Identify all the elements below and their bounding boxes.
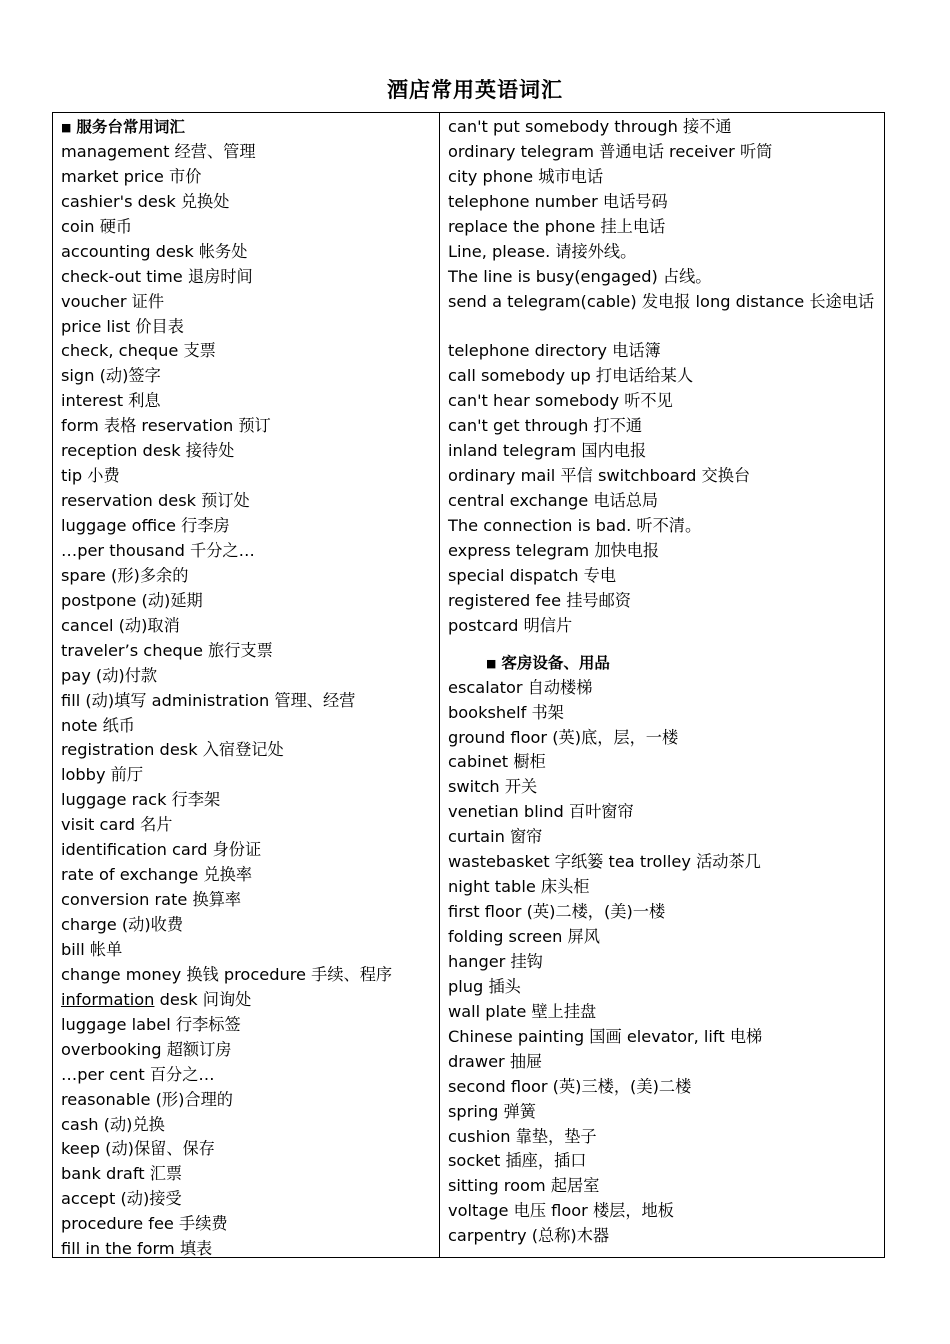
vocab-entry: check-out time 退房时间 [61, 266, 253, 286]
vocab-entry: can't hear somebody 听不见 [448, 391, 673, 411]
vocab-entry: Chinese painting 国画 elevator, lift 电梯 [448, 1026, 763, 1046]
vocab-entry: reasonable (形)合理的 [61, 1089, 233, 1109]
vocab-entry: Line, please. 请接外线。 [448, 241, 637, 261]
page-title: 酒店常用英语词汇 [387, 77, 563, 102]
vocab-entry: bookshelf 书架 [448, 702, 564, 722]
vocab-entry: accept (动)接受 [61, 1189, 182, 1209]
vocab-entry: luggage label 行李标签 [61, 1014, 241, 1034]
vocab-entry: interest 利息 [61, 391, 161, 411]
vocab-entry: second floor (英)三楼，(美)二楼 [448, 1076, 692, 1096]
vocab-entry: postcard 明信片 [448, 615, 573, 635]
vocab-entry: registration desk 入宿登记处 [61, 740, 284, 760]
vocab-entry-wrapped: send a telegram(cable) 发电报 long distance 长途电话 [448, 291, 875, 311]
vocab-entry: special dispatch 专电 [448, 565, 617, 585]
vocab-entry: luggage office 行李房 [61, 516, 230, 535]
vocab-entry: telephone directory 电话簿 [448, 341, 661, 361]
vocab-entry: postpone (动)延期 [61, 590, 203, 610]
vocab-entry: note 纸币 [61, 715, 135, 735]
section-heading-text: 客房设备、用品 [501, 653, 610, 672]
vocab-entry: central exchange 电话总局 [448, 491, 659, 511]
underlined-word: information [61, 989, 155, 1009]
vocab-entry: fill (动)填写 administration 管理、经营 [61, 690, 356, 710]
vocab-entry: bill 帐单 [61, 939, 123, 959]
vocab-entry: price list 价目表 [61, 316, 184, 336]
section-heading-room-equipment [448, 651, 876, 676]
vocab-entry: …per cent 百分之… [61, 1064, 215, 1084]
vocab-entry: traveler’s cheque 旅行支票 [61, 640, 273, 660]
vocab-entry: cancel (动)取消 [61, 615, 180, 635]
vocab-entry: plug 插头 [448, 976, 521, 996]
vocab-entry: drawer 抽屉 [448, 1051, 543, 1071]
vocab-entry: socket 插座，插口 [448, 1151, 587, 1171]
vocab-entry: voltage 电压 floor 楼层，地板 [448, 1201, 674, 1221]
vocab-entry: …per thousand 千分之… [61, 540, 255, 560]
vocab-entry: charge (动)收费 [61, 915, 184, 934]
vocab-entry: can't put somebody through 接不通 [448, 117, 732, 136]
vocab-entry: replace the phone 挂上电话 [448, 216, 666, 236]
vocab-entry: procedure fee 手续费 [61, 1214, 228, 1234]
vocab-entry: fill in the form 填表 [61, 1239, 213, 1259]
vocab-entry: cash (动)兑换 [61, 1114, 165, 1134]
vocab-entry: can't get through 打不通 [448, 416, 643, 436]
vocab-entry: lobby 前厅 [61, 765, 144, 785]
vocab-entry: cabinet 橱柜 [448, 752, 546, 772]
vocab-entry: visit card 名片 [61, 815, 173, 835]
vocab-entry: ground floor (英)底，层，一楼 [448, 727, 679, 747]
vocab-entry: change money 换钱 procedure 手续、程序 [61, 964, 393, 984]
vocab-entry: switch 开关 [448, 777, 538, 797]
section-heading-text: 服务台常用词汇 [76, 118, 185, 136]
vocab-entry: pay (动)付款 [61, 665, 158, 685]
vocab-entry: voucher 证件 [61, 291, 165, 311]
vocab-entry: hanger 挂钩 [448, 951, 543, 971]
vocab-entry: spring 弹簧 [448, 1101, 536, 1121]
vocab-entry: rate of exchange 兑换率 [61, 865, 253, 885]
vocab-entry: check, cheque 支票 [61, 341, 216, 361]
vocab-entry: The connection is bad. 听不清。 [448, 516, 702, 536]
vocab-entry: sitting room 起居室 [448, 1176, 600, 1196]
telephone-and-room-column [440, 113, 884, 1257]
vocab-entry: night table 床头柜 [448, 877, 590, 897]
vocab-entry: form 表格 reservation 预订 [61, 416, 271, 436]
vocab-entry: inland telegram 国内电报 [448, 441, 647, 461]
vocab-entry: curtain 窗帘 [448, 827, 543, 847]
vocab-entry: cashier's desk 兑换处 [61, 191, 230, 211]
square-bullet-icon: ■ [61, 121, 72, 134]
vocab-entry: sign (动)签字 [61, 366, 161, 386]
vocab-entry: carpentry (总称)木器 [448, 1226, 610, 1246]
vocab-entry: market price 市价 [61, 166, 202, 186]
vocab-entry: venetian blind 百叶窗帘 [448, 802, 634, 822]
vocab-entry: conversion rate 换算率 [61, 890, 242, 910]
vocab-entry: escalator 自动楼梯 [448, 677, 593, 697]
vocab-entry: ordinary telegram 普通电话 receiver 听筒 [448, 141, 773, 161]
vocab-entry: identification card 身份证 [61, 840, 262, 860]
vocab-entry: luggage rack 行李架 [61, 790, 221, 810]
vocabulary-table [52, 112, 885, 1258]
vocab-entry: registered fee 挂号邮资 [448, 590, 631, 610]
section-heading-front-desk [61, 115, 431, 140]
vocab-entry: The line is busy(engaged) 占线。 [448, 266, 712, 286]
vocab-entry: cushion 靠垫，垫子 [448, 1126, 597, 1146]
vocab-entry: overbooking 超额订房 [61, 1039, 232, 1059]
vocab-entry: reception desk 接待处 [61, 441, 235, 461]
front-desk-column [53, 113, 440, 1257]
vocab-entry: bank draft 汇票 [61, 1164, 183, 1184]
vocab-entry: city phone 城市电话 [448, 166, 604, 186]
vocab-entry: ordinary mail 平信 switchboard 交换台 [448, 466, 751, 486]
vocab-entry: keep (动)保留、保存 [61, 1139, 215, 1159]
vocab-entry: spare (形)多余的 [61, 565, 189, 585]
vocab-entry: coin 硬币 [61, 216, 133, 236]
vocab-entry-information-desk [61, 988, 431, 1013]
vocab-entry: wastebasket 字纸篓 tea trolley 活动茶几 [448, 852, 761, 872]
vocab-entry: tip 小费 [61, 466, 120, 486]
vocab-entry: wall plate 壁上挂盘 [448, 1001, 597, 1021]
vocab-entry: reservation desk 预订处 [61, 491, 250, 511]
vocab-entry: call somebody up 打电话给某人 [448, 366, 694, 386]
vocab-entry: first floor (英)二楼，(美)一楼 [448, 902, 666, 922]
vocab-entry: telephone number 电话号码 [448, 191, 668, 211]
entry-rest: desk 问询处 [154, 989, 252, 1009]
square-bullet-icon: ■ [486, 656, 497, 670]
vocab-entry: express telegram 加快电报 [448, 540, 660, 560]
vocab-entry: folding screen 屏风 [448, 927, 600, 947]
vocab-entry: management 经营、管理 [61, 141, 256, 161]
vocab-entry: accounting desk 帐务处 [61, 241, 248, 261]
